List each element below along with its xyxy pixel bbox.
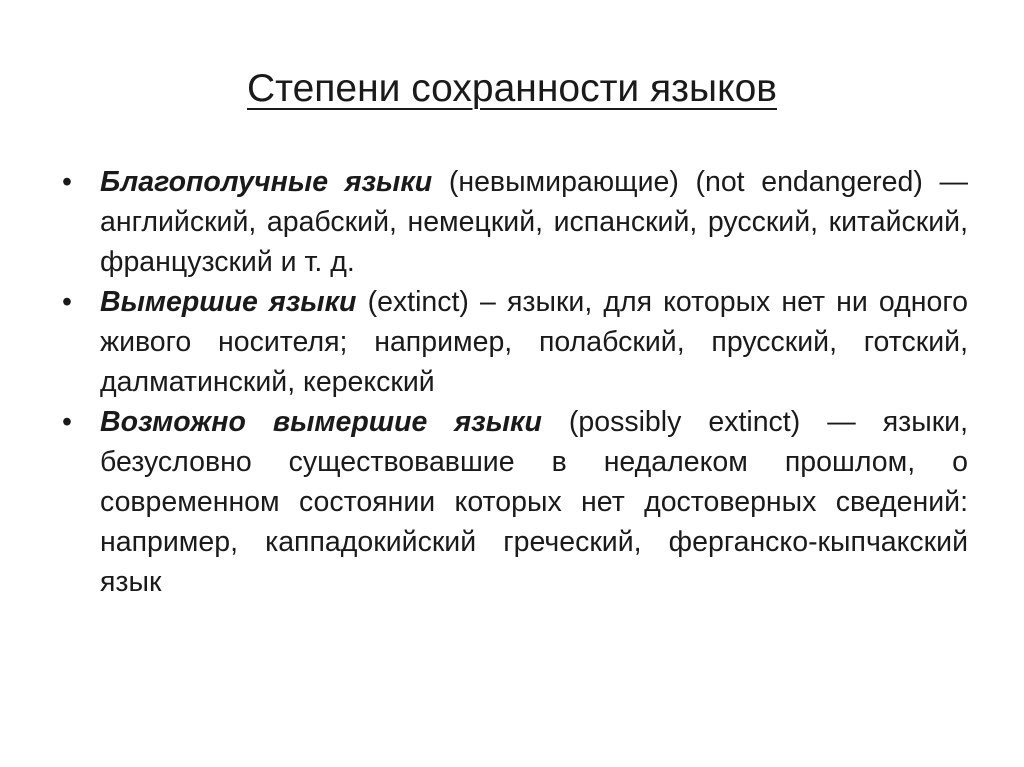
slide-title-text: Степени сохранности языков: [246, 67, 777, 110]
slide-title: [0, 64, 1024, 114]
bullet-item-possibly-extinct: [62, 402, 968, 602]
bullet-item-extinct: [62, 282, 968, 402]
bullet-text: (невымирающие) (not endangered) — английский, арабский, немецкий, испанский, русский, китайский, французский и т. д.: [100, 166, 969, 278]
bullet-term: Вымершие языки: [100, 286, 357, 318]
bullet-term: Возможно вымершие языки: [100, 406, 542, 438]
bullet-item-not-endangered: [62, 162, 968, 282]
bullet-marker: •: [62, 406, 72, 438]
bullet-marker: •: [62, 286, 72, 318]
bullet-term: Благополучные языки: [100, 166, 433, 198]
bullet-marker: •: [62, 166, 72, 198]
bullet-text: (extinct) – языки, для которых нет ни одного живого носителя; например, полабский, прусский, готский, далматинский, керекский: [100, 286, 968, 398]
bullet-text: (possibly extinct) — языки, безусловно существовавшие в недалеком прошлом, о современном состоянии которых нет достоверных сведений: например, каппадокийский греческий, ферганско-кыпчакский язык: [100, 406, 969, 598]
bullet-list: [62, 162, 968, 602]
